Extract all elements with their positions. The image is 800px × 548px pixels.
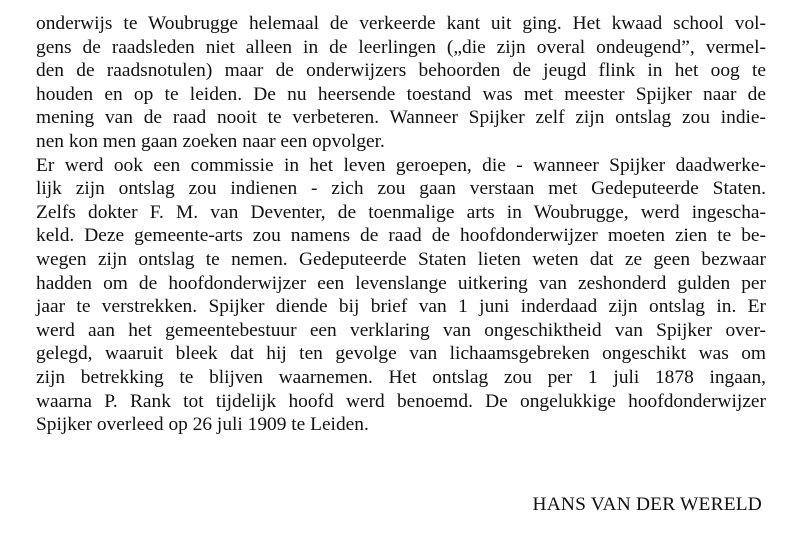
text-line: keld. Deze gemeente-arts zou namens de raad de hoofdonderwijzer moeten zien te be- (36, 225, 766, 247)
text-line: wegen zijn ontslag te nemen. Gedeputeerde Staten lieten weten dat ze geen bezwaar (36, 248, 766, 270)
text-line: nen kon men gaan zoeken naar een opvolger. (36, 130, 385, 152)
author-signature: HANS VAN DER WERELD (532, 494, 762, 515)
text-line: werd aan het gemeentebestuur een verklaring van ongeschiktheid van Spijker over- (36, 319, 766, 341)
text-line: lijk zijn ontslag zou indienen - zich zou gaan verstaan met Gedeputeerde Staten. (36, 178, 766, 200)
text-line: zijn betrekking te blijven waarnemen. Het ontslag zou per 1 juli 1878 ingaan, (36, 366, 766, 388)
text-line: jaar te verstrekken. Spijker diende bij brief van 1 juni inderdaad zijn ontslag in. Er (36, 296, 766, 318)
text-line: gens de raadsleden niet alleen in de leerlingen („die zijn overal ondeugend”, vermel- (36, 36, 766, 58)
text-line: gelegd, waaruit bleek dat hij ten gevolge van lichaamsgebreken ongeschikt was om (36, 343, 766, 365)
text-line: waarna P. Rank tot tijdelijk hoofd werd benoemd. De ongelukkige hoofdonderwijzer (36, 390, 766, 412)
text-line: Er werd ook een commissie in het leven geroepen, die - wanneer Spijker daadwerke- (36, 154, 766, 176)
article-body (36, 12, 766, 437)
text-line: Spijker overleed op 26 juli 1909 te Leiden. (36, 414, 369, 436)
text-line: houden en op te leiden. De nu heersende toestand was met meester Spijker naar de (36, 83, 766, 105)
text-line: mening van de raad nooit te verbeteren. Wanneer Spijker zelf zijn ontslag zou indie- (36, 107, 766, 129)
text-line: Zelfs dokter F. M. van Deventer, de toenmalige arts in Woubrugge, werd ingescha- (36, 201, 766, 223)
text-line: onderwijs te Woubrugge helemaal de verkeerde kant uit ging. Het kwaad school vol- (36, 13, 766, 34)
text-line: den de raadsnotulen) maar de onderwijzers behoorden de jeugd flink in het oog te (36, 60, 766, 82)
text-line: hadden om de hoofdonderwijzer een levenslange uitkering van zeshonderd gulden per (36, 272, 766, 294)
